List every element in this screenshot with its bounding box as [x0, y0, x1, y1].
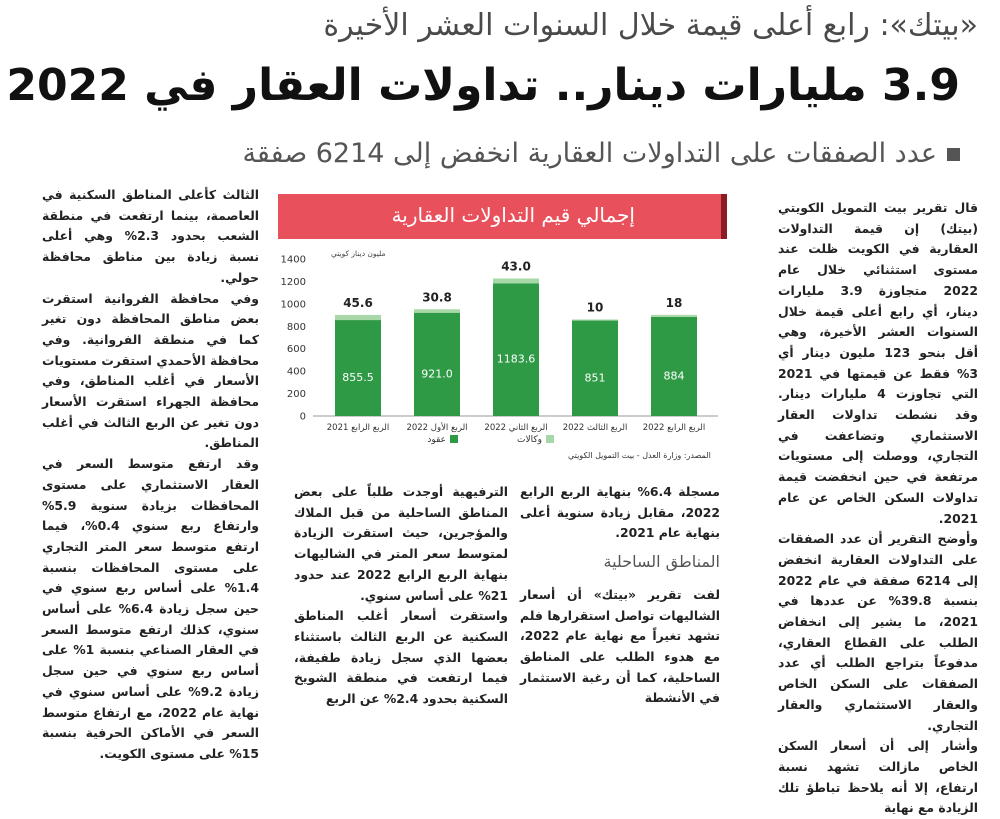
- bar-contracts: [414, 313, 460, 416]
- y-tick-label: 800: [286, 321, 306, 333]
- subhead-text: عدد الصفقات على التداولات العقارية انخفض إلى 6214 صفقة: [242, 138, 937, 169]
- data-label-agencies: 18: [665, 295, 683, 310]
- data-label-contracts: 921.0: [421, 367, 453, 381]
- x-tick-label: الربع الأول 2022: [406, 423, 468, 433]
- data-label-contracts: 851: [584, 371, 606, 385]
- data-label-agencies: 30.8: [422, 290, 452, 305]
- bar-contracts: [572, 321, 618, 416]
- x-tick-label: الربع الثاني 2022: [484, 423, 548, 433]
- article-column-mid-left: [294, 482, 508, 709]
- paragraph: واستقرت أسعار أغلب المناطق السكنية عن الربع الثالث باستثناء بعضها الذي سجل زيادة طفيفة، فيما ارتفعت في منطقة الشويخ السكنية بحدود 2.4% عن الربع: [294, 608, 508, 707]
- chart-banner-mark: [721, 194, 727, 239]
- paragraph: مسجلة 6.4% بنهاية الربع الرابع 2022، مقابل زيادة سنوية أعلى بنهاية عام 2021.: [520, 484, 720, 541]
- article-column-right: [778, 198, 978, 816]
- paragraph: وقد ارتفع متوسط السعر في العقار الاستثماري على مستوى المحافظات بزيادة سنوية 5.9% وارتفاع ربع سنوي 0.4%، فيما ارتفع متوسط سعر المتر التجاري على مستوى المحافظات بنسبة 1.4% على أساس ربع سنوي في حين سجل زيادة 6.4% على أساس سنوي، كذلك ارتفع متوسط السعر في العقار الصناعي بنسبة 1% على أساس ربع سنوي في حين سجل زيادة 9.2% على أساس سنوي في نهاية عام 2022، مع ارتفاع متوسط السعر في الأماكن الحرفية بنسبة 15% على مستوى الكويت.: [42, 456, 259, 761]
- chart-source: المصدر: وزارة العدل - بيت التمويل الكويتي: [568, 451, 711, 460]
- legend-swatch-contracts: [450, 435, 458, 443]
- y-tick-label: 600: [286, 344, 306, 356]
- data-label-contracts: 1183.6: [496, 352, 536, 366]
- article-subhead: [80, 138, 960, 169]
- legend-label-contracts: عقود: [427, 435, 446, 445]
- bar-contracts: [651, 317, 697, 416]
- article-kicker: «بيتك»: رابع أعلى قيمة خلال السنوات العشر الأخيرة: [323, 8, 978, 43]
- bar-agencies: [414, 309, 460, 312]
- y-tick-label: 1400: [280, 254, 306, 266]
- paragraph: قال تقرير بيت التمويل الكويتي (بيتك) إن قيمة التداولات العقارية في الكويت ظلت عند مستوى استثنائي خلال عام 2022 متجاوزة 3.9 مليارات دينار، أي رابع أعلى قيمة خلال السنوات العشر الأخيرة، وهي أقل بنحو 123 مليون دينار أي 3% فقط عن قيمتها في 2021 التي تجاوزت 4 مليارات دينار. وقد نشطت تداولات العقار الاستثماري وتضاعفت في التجاري، ووصلت إلى مستويات مرتفعة في حين انخفضت قيمة تداولات السكن الخاص عن عام 2021.: [778, 200, 978, 526]
- paragraph: وفي محافظة الفروانية استقرت بعض مناطق المحافظة دون تغير كما في منطقة الفروانية. وفي محافظة الأحمدي استقرت مستويات الأسعار في أغلب المناطق، وفي محافظة الجهراء استقرت الأسعار دون تغير عن الربع الثالث في أغلب المناطق.: [42, 290, 259, 451]
- paragraph: وأشار إلى أن أسعار السكن الخاص مازالت تشهد نسبة ارتفاع، إلا أنه يلاحظ تباطؤ تلك الزيادة مع نهاية: [778, 738, 978, 816]
- paragraph: الترفيهية أوجدت طلباً على بعض المناطق الساحلية من قبل الملاك والمؤجرين، حيث استقرت الزيادة لمتوسط سعر المتر في الشاليهات بنهاية الربع الرابع 2022 عند حدود 21% على أساس سنوي.: [294, 484, 508, 603]
- y-tick-label: 200: [286, 389, 306, 401]
- bar-agencies: [335, 315, 381, 320]
- chart-container: [278, 194, 727, 472]
- paragraph: وأوضح التقرير أن عدد الصفقات على التداولات العقارية انخفض إلى 6214 صفقة في عام 2022 بنسبة 39.8% عن عددها في 2021، ما يشير إلى انخفاض الطلب على القطاع العقاري، مدفوعاً بتراجع الطلب أي عدد الصفقات على السكن الخاص والعقار الاستثماري والعقار التجاري.: [778, 531, 978, 733]
- data-label-agencies: 10: [586, 300, 604, 315]
- legend-swatch-agencies: [546, 435, 554, 443]
- x-tick-label: الربع الرابع 2021: [326, 423, 390, 433]
- bar-agencies: [493, 278, 539, 283]
- paragraph: لفت تقرير «بيتك» أن أسعار الشاليهات تواصل استقرارها فلم تشهد تغيراً مع نهاية عام 2022، مع هدوء الطلب على المناطق الساحلية، كما أن رغبة الاستثمار في الأنشطة: [520, 586, 720, 706]
- y-tick-label: 1200: [280, 276, 306, 288]
- paragraph: الثالث كأعلى المناطق السكنية في العاصمة، بينما ارتفعت في منطقة الشعب بحدود 2.3% وهي أعلى نسبة زيادة بين مناطق محافظة حولي.: [42, 187, 259, 285]
- bar-contracts: [493, 283, 539, 416]
- legend-label-agencies: وكالات: [517, 435, 542, 445]
- unit-label: مليون دينار كويتي: [331, 249, 386, 258]
- y-tick-label: 0: [299, 411, 306, 423]
- y-tick-label: 400: [286, 366, 306, 378]
- article-column-left: [42, 185, 259, 761]
- bar-agencies: [651, 315, 697, 317]
- data-label-contracts: 855.5: [342, 371, 374, 385]
- chart-title: إجمالي قيم التداولات العقارية: [391, 203, 635, 227]
- bar-contracts: [335, 320, 381, 416]
- article-column-mid-right: [520, 482, 720, 709]
- x-tick-label: الربع الثالث 2022: [562, 423, 628, 433]
- y-tick-label: 1000: [280, 299, 306, 311]
- bullet-square-icon: [947, 148, 960, 161]
- bar-agencies: [572, 319, 618, 320]
- data-label-agencies: 45.6: [343, 295, 373, 310]
- section-heading: المناطق الساحلية: [603, 552, 720, 572]
- chart-banner: [278, 194, 727, 239]
- x-tick-label: الربع الرابع 2022: [642, 423, 706, 433]
- data-label-contracts: 884: [663, 369, 685, 383]
- bar-chart: [278, 239, 727, 472]
- data-label-agencies: 43.0: [501, 259, 531, 274]
- article-headline: 3.9 مليارات دينار.. تداولات العقار في 2022: [6, 60, 960, 111]
